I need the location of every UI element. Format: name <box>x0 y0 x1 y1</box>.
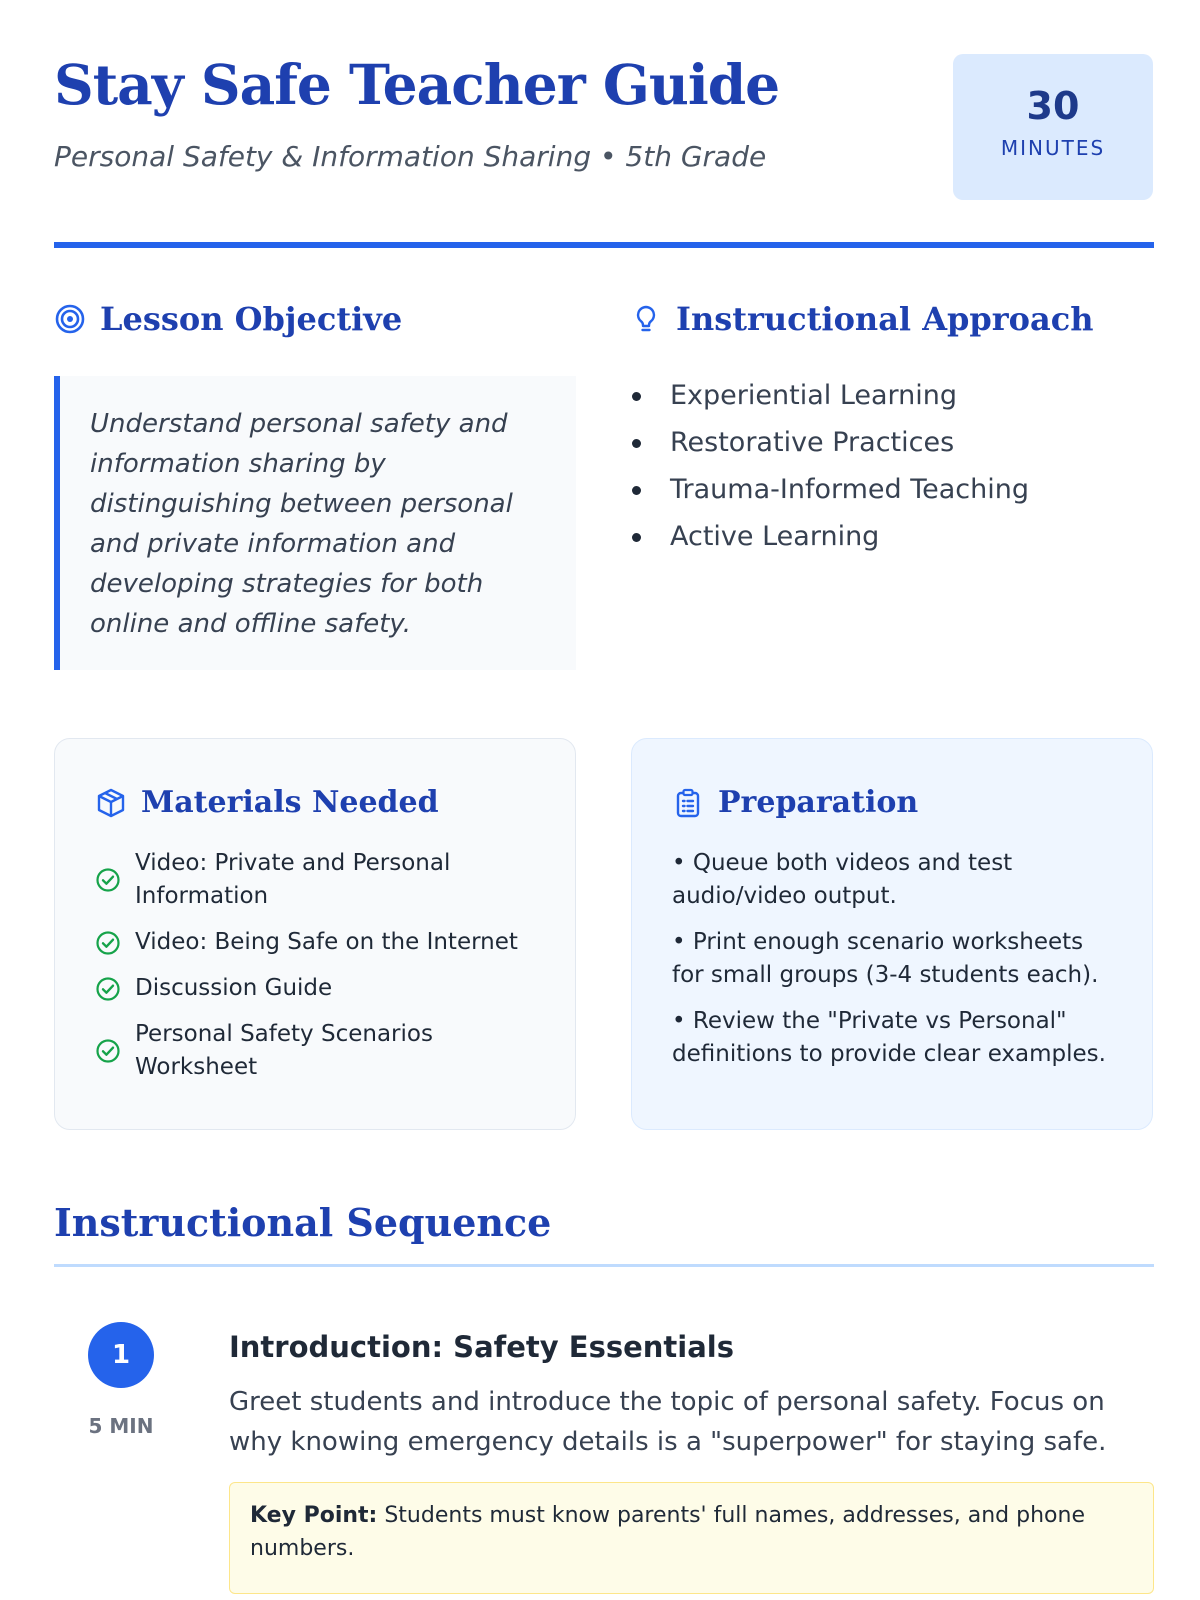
approach-list <box>630 376 1029 564</box>
list-item: Trauma-Informed Teaching <box>630 470 1029 517</box>
step-duration: 5 MIN <box>88 1414 154 1438</box>
materials-heading-label: Materials Needed <box>141 785 439 820</box>
objective-heading-label: Lesson Objective <box>100 300 403 338</box>
preparation-list <box>672 847 1122 1084</box>
step-description: Greet students and introduce the topic of personal safety. Focus on why knowing emergency details is a "superpower" for staying safe. <box>229 1387 1107 1457</box>
list-item: Experiential Learning <box>630 376 1029 423</box>
check-circle-icon <box>95 930 121 956</box>
material-label: Discussion Guide <box>135 975 333 1001</box>
sequence-divider <box>54 1264 1154 1267</box>
key-point-label: Key Point: <box>250 1503 378 1528</box>
objective-text: Understand personal safety and information sharing by distinguishing between personal and private information and developing strategies for both online and offline safety. <box>54 376 576 670</box>
list-item <box>95 972 535 1005</box>
list-item: • Print enough scenario worksheets for small groups (3-4 students each). <box>672 929 1099 988</box>
material-label: Video: Being Safe on the Internet <box>135 929 518 955</box>
check-circle-icon <box>95 867 121 893</box>
approach-heading <box>630 300 1093 338</box>
header-divider <box>54 242 1154 248</box>
preparation-heading-label: Preparation <box>718 785 919 820</box>
page-title: Stay Safe Teacher Guide <box>54 52 780 117</box>
objective-heading <box>54 300 402 338</box>
key-point-text: Students must know parents' full names, addresses, and phone numbers. <box>250 1503 1085 1561</box>
material-label: Video: Private and Personal Information <box>135 850 451 909</box>
approach-heading-label: Instructional Approach <box>676 300 1094 338</box>
check-circle-icon <box>95 976 121 1002</box>
list-item: • Queue both videos and test audio/video output. <box>672 850 1013 909</box>
list-item: Active Learning <box>630 517 1029 564</box>
check-circle-icon <box>95 1038 121 1064</box>
duration-unit: MINUTES <box>1000 136 1106 160</box>
material-label: Personal Safety Scenarios Worksheet <box>135 1021 433 1080</box>
step-title: Introduction: Safety Essentials <box>229 1330 735 1364</box>
sequence-heading: Instructional Sequence <box>54 1200 552 1245</box>
list-item: • Review the "Private vs Personal" definitions to provide clear examples. <box>672 1008 1106 1067</box>
package-icon <box>95 787 127 819</box>
list-item <box>95 926 535 959</box>
preparation-card <box>631 738 1153 1130</box>
page-subtitle: Personal Safety & Information Sharing • 5th Grade <box>54 140 767 173</box>
clipboard-icon <box>672 787 704 819</box>
list-item <box>95 847 535 913</box>
list-item: Restorative Practices <box>630 423 1029 470</box>
materials-heading <box>95 785 439 820</box>
duration-value: 30 <box>1026 84 1080 128</box>
step-number-badge: 1 <box>88 1322 154 1388</box>
target-icon <box>54 303 86 335</box>
materials-list <box>95 847 535 1097</box>
list-item <box>95 1018 535 1084</box>
preparation-heading <box>672 785 918 820</box>
lightbulb-icon <box>630 303 662 335</box>
materials-card <box>54 738 576 1130</box>
key-point-callout <box>229 1482 1154 1594</box>
duration-badge <box>953 54 1153 200</box>
